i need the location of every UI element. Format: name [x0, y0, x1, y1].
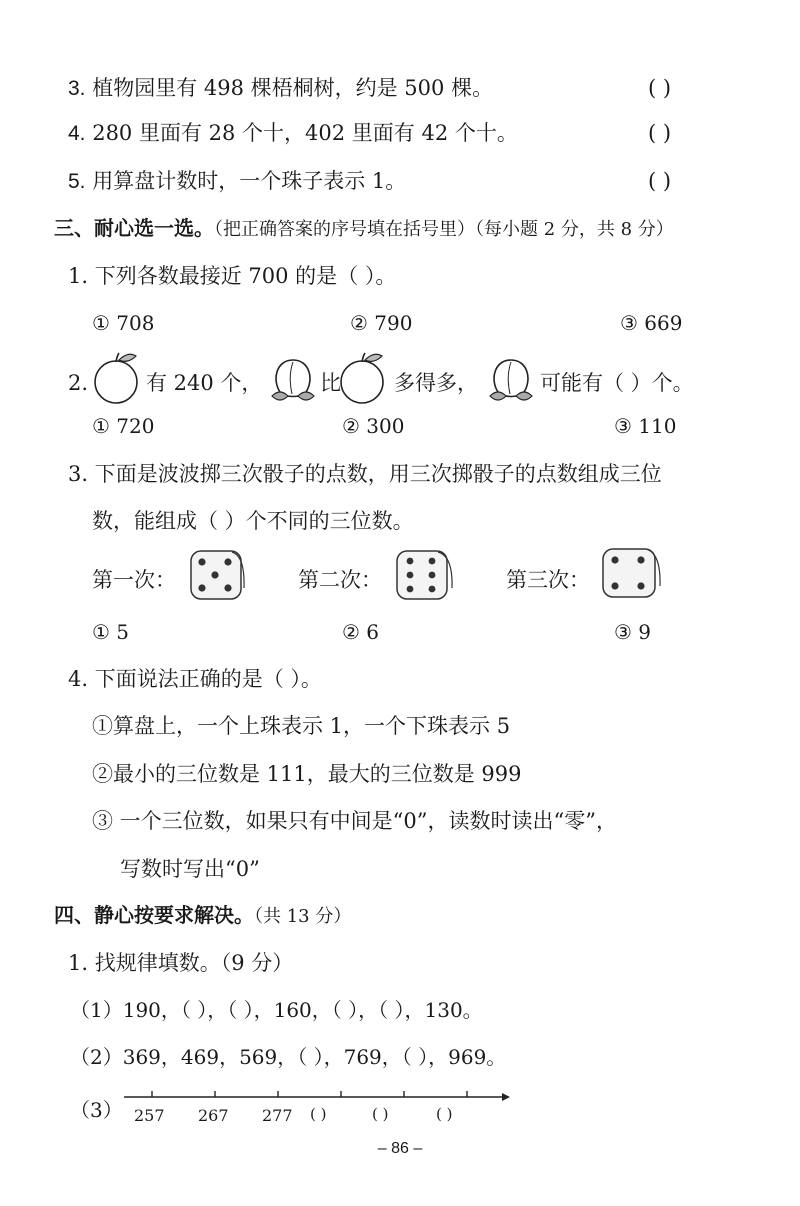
q1-option-3[interactable]: ③ 669 [620, 311, 683, 335]
q2-number: 2. [68, 371, 89, 395]
q1-option-2[interactable]: ② 790 [350, 311, 413, 335]
section-note: （共 13 分） [254, 906, 352, 927]
q4-option-3[interactable]: ③ 一个三位数，如果只有中间是“0”，读数时读出“零”， [92, 809, 617, 833]
roll-1-label: 第一次： [92, 568, 176, 592]
axis-label: 257 [134, 1106, 165, 1125]
section-4-heading [54, 901, 351, 931]
item-number: 3. [68, 77, 86, 100]
q4-option-3-cont: 写数时写出“0” [120, 857, 260, 881]
axis-label: 277 [262, 1106, 293, 1125]
item-text: 植物园里有 498 棵梧桐树，约是 500 棵。 [92, 76, 494, 100]
peach-icon [266, 352, 320, 408]
judge-item-3 [68, 74, 493, 103]
answer-blank-4[interactable]: ( ) [648, 121, 672, 145]
q4-text: 4. 下面说法正确的是（ ）。 [68, 667, 322, 691]
axis-blank[interactable]: ( ) [372, 1105, 389, 1123]
q2-text-1: 有 240 个， [146, 371, 263, 395]
q4-option-2[interactable]: ②最小的三位数是 111，最大的三位数是 999 [92, 762, 522, 786]
item-text: 用算盘计数时，一个珠子表示 1。 [92, 169, 407, 193]
q2-text-2: 比 [320, 371, 341, 395]
answer-blank-5[interactable]: ( ) [648, 169, 672, 193]
judge-item-5 [68, 167, 406, 196]
q3-option-1[interactable]: ① 5 [92, 620, 130, 644]
q2-text-3: 多得多， [394, 371, 478, 395]
apple-icon [92, 350, 144, 406]
item-number: 5. [68, 170, 86, 193]
roll-3-label: 第三次： [506, 568, 590, 592]
item-text: 280 里面有 28 个十，402 里面有 42 个十。 [92, 121, 518, 145]
dice-icon [600, 544, 664, 602]
q1-option-1[interactable]: ① 708 [92, 311, 155, 335]
q3-line-1: 3. 下面是波波掷三次骰子的点数，用三次掷骰子的点数组成三位 [68, 462, 662, 486]
axis-blank[interactable]: ( ) [310, 1105, 327, 1123]
q2-option-1[interactable]: ① 720 [92, 414, 155, 438]
item-number: 4. [68, 122, 86, 145]
roll-2-label: 第二次： [298, 568, 382, 592]
dice-icon [394, 548, 456, 604]
q3-option-2[interactable]: ② 6 [342, 620, 380, 644]
pattern-2[interactable]: （2）369，469，569，（ ），769，（ ），969。 [70, 1045, 507, 1069]
apple-icon [338, 350, 390, 406]
dice-icon [188, 548, 248, 604]
q4-option-1[interactable]: ①算盘上，一个上珠表示 1，一个下珠表示 5 [92, 714, 511, 738]
q3-line-2: 数，能组成（ ）个不同的三位数。 [92, 509, 414, 533]
page-number: – 86 – [377, 1140, 423, 1157]
section-title: 四、静心按要求解决。 [54, 903, 254, 927]
axis-blank[interactable]: ( ) [436, 1105, 453, 1123]
section-title: 三、耐心选一选。 [54, 216, 214, 240]
answer-blank-3[interactable]: ( ) [648, 76, 672, 100]
s4-q1-text: 1. 找规律填数。（9 分） [68, 951, 294, 975]
judge-item-4 [68, 119, 518, 148]
q2-option-3[interactable]: ③ 110 [614, 414, 677, 438]
pattern-3-label: （3） [70, 1098, 123, 1122]
peach-icon [484, 352, 538, 408]
axis-label: 267 [198, 1106, 229, 1125]
q2-text-4: 可能有（ ）个。 [540, 371, 694, 395]
section-3-heading [54, 214, 674, 244]
section-note: （把正确答案的序号填在括号里）（每小题 2 分，共 8 分） [214, 219, 674, 240]
q1-text: 1. 下列各数最接近 700 的是（ ）。 [68, 264, 397, 288]
q2-option-2[interactable]: ② 300 [342, 414, 405, 438]
q3-option-3[interactable]: ③ 9 [614, 620, 652, 644]
pattern-1[interactable]: （1）190，（ ），（ ），160，（ ），（ ），130。 [70, 998, 483, 1022]
